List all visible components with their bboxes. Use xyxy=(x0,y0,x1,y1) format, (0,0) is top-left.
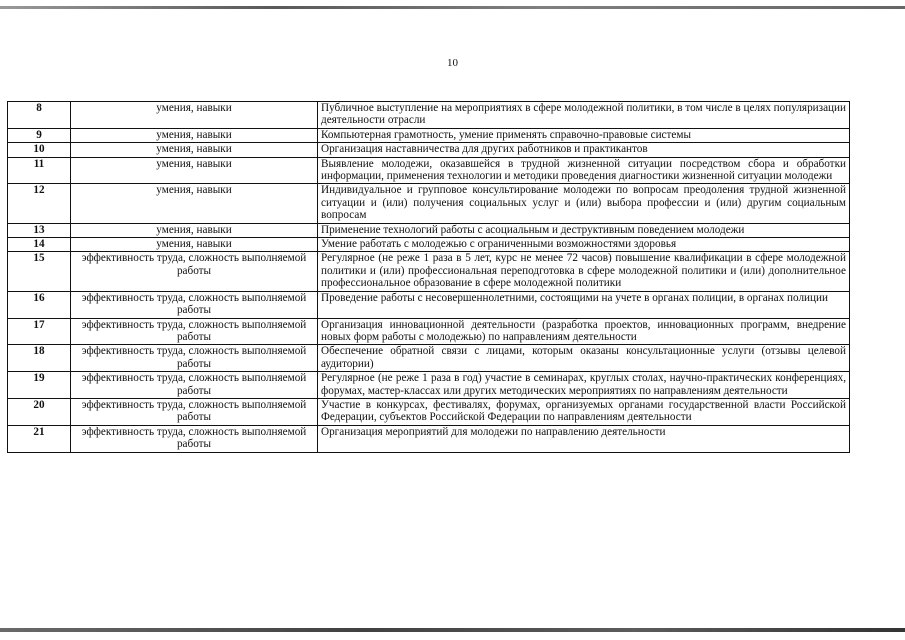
table-row xyxy=(8,372,850,399)
row-criterion: эффективность труда, сложность выполняемой работы xyxy=(71,345,318,372)
row-description: Организация мероприятий для молодежи по направлению деятельности xyxy=(318,425,850,452)
table-row xyxy=(8,223,850,237)
row-number: 14 xyxy=(8,238,71,252)
row-description: Организация инновационной деятельности (разработка проектов, инновационных программ, внедрение новых форм работы с молодежью) по направлениям деятельности xyxy=(318,318,850,345)
row-description: Компьютерная грамотность, умение применять справочно-правовые системы xyxy=(318,128,850,142)
row-criterion: эффективность труда, сложность выполняемой работы xyxy=(71,425,318,452)
table-row xyxy=(8,252,850,291)
row-description: Проведение работы с несовершеннолетними, состоящими на учете в органах полиции, в органах полиции xyxy=(318,291,850,318)
row-criterion: умения, навыки xyxy=(71,128,318,142)
row-criterion: эффективность труда, сложность выполняемой работы xyxy=(71,252,318,291)
row-number: 16 xyxy=(8,291,71,318)
table-row xyxy=(8,184,850,223)
table-row xyxy=(8,128,850,142)
row-number: 11 xyxy=(8,157,71,184)
row-description: Участие в конкурсах, фестивалях, форумах, организуемых органами государственной власти Российской Федерации, субъектов Российской Федерации по направлениям деятельности xyxy=(318,398,850,425)
row-criterion: умения, навыки xyxy=(71,238,318,252)
table-row xyxy=(8,157,850,184)
page-number: 10 xyxy=(447,57,458,69)
row-number: 20 xyxy=(8,398,71,425)
table-row xyxy=(8,291,850,318)
table-row xyxy=(8,398,850,425)
row-criterion: эффективность труда, сложность выполняемой работы xyxy=(71,318,318,345)
table-row xyxy=(8,143,850,157)
row-criterion: умения, навыки xyxy=(71,143,318,157)
row-number: 13 xyxy=(8,223,71,237)
row-number: 19 xyxy=(8,372,71,399)
table-row xyxy=(8,345,850,372)
row-description: Обеспечение обратной связи с лицами, которым оказаны консультационные услуги (отзывы целевой аудитории) xyxy=(318,345,850,372)
row-criterion: эффективность труда, сложность выполняемой работы xyxy=(71,398,318,425)
row-description: Применение технологий работы с асоциальным и деструктивным поведением молодежи xyxy=(318,223,850,237)
row-description: Регулярное (не реже 1 раза в год) участие в семинарах, круглых столах, научно-практических конференциях, форумах, мастер-классах или других методических мероприятиях по направлениям деятельности xyxy=(318,372,850,399)
table-row xyxy=(8,102,850,129)
row-number: 10 xyxy=(8,143,71,157)
row-description: Индивидуальное и групповое консультирование молодежи по вопросам преодоления трудной жизненной ситуации и (или) получения социальных услуг и (или) выбора профессии и (или) другим социальным вопросам xyxy=(318,184,850,223)
row-criterion: умения, навыки xyxy=(71,102,318,129)
table-row xyxy=(8,425,850,452)
row-description: Организация наставничества для других работников и практикантов xyxy=(318,143,850,157)
row-description: Публичное выступление на мероприятиях в сфере молодежной политики, в том числе в целях популяризации деятельности отрасли xyxy=(318,102,850,129)
row-number: 15 xyxy=(8,252,71,291)
criteria-table xyxy=(7,101,850,453)
row-description: Умение работать с молодежью с ограниченными возможностями здоровья xyxy=(318,238,850,252)
table-row xyxy=(8,238,850,252)
row-criterion: эффективность труда, сложность выполняемой работы xyxy=(71,291,318,318)
row-description: Выявление молодежи, оказавшейся в трудной жизненной ситуации посредством сбора и обработки информации, применения технологии и методики проведения диагностики жизненной ситуации молодежи xyxy=(318,157,850,184)
row-number: 18 xyxy=(8,345,71,372)
row-criterion: умения, навыки xyxy=(71,223,318,237)
row-criterion: эффективность труда, сложность выполняемой работы xyxy=(71,372,318,399)
row-number: 17 xyxy=(8,318,71,345)
row-number: 8 xyxy=(8,102,71,129)
table-row xyxy=(8,318,850,345)
row-number: 9 xyxy=(8,128,71,142)
row-number: 21 xyxy=(8,425,71,452)
scan-edge-bottom xyxy=(0,628,905,632)
scan-edge-top xyxy=(0,6,905,9)
row-description: Регулярное (не реже 1 раза в 5 лет, курс не менее 72 часов) повышение квалификации в сфере молодежной политики и (или) профессиональная переподготовка в сфере молодежной политики и (или) дополнительное профессиональное образование в сфере молодежной политики xyxy=(318,252,850,291)
row-number: 12 xyxy=(8,184,71,223)
row-criterion: умения, навыки xyxy=(71,184,318,223)
row-criterion: умения, навыки xyxy=(71,157,318,184)
